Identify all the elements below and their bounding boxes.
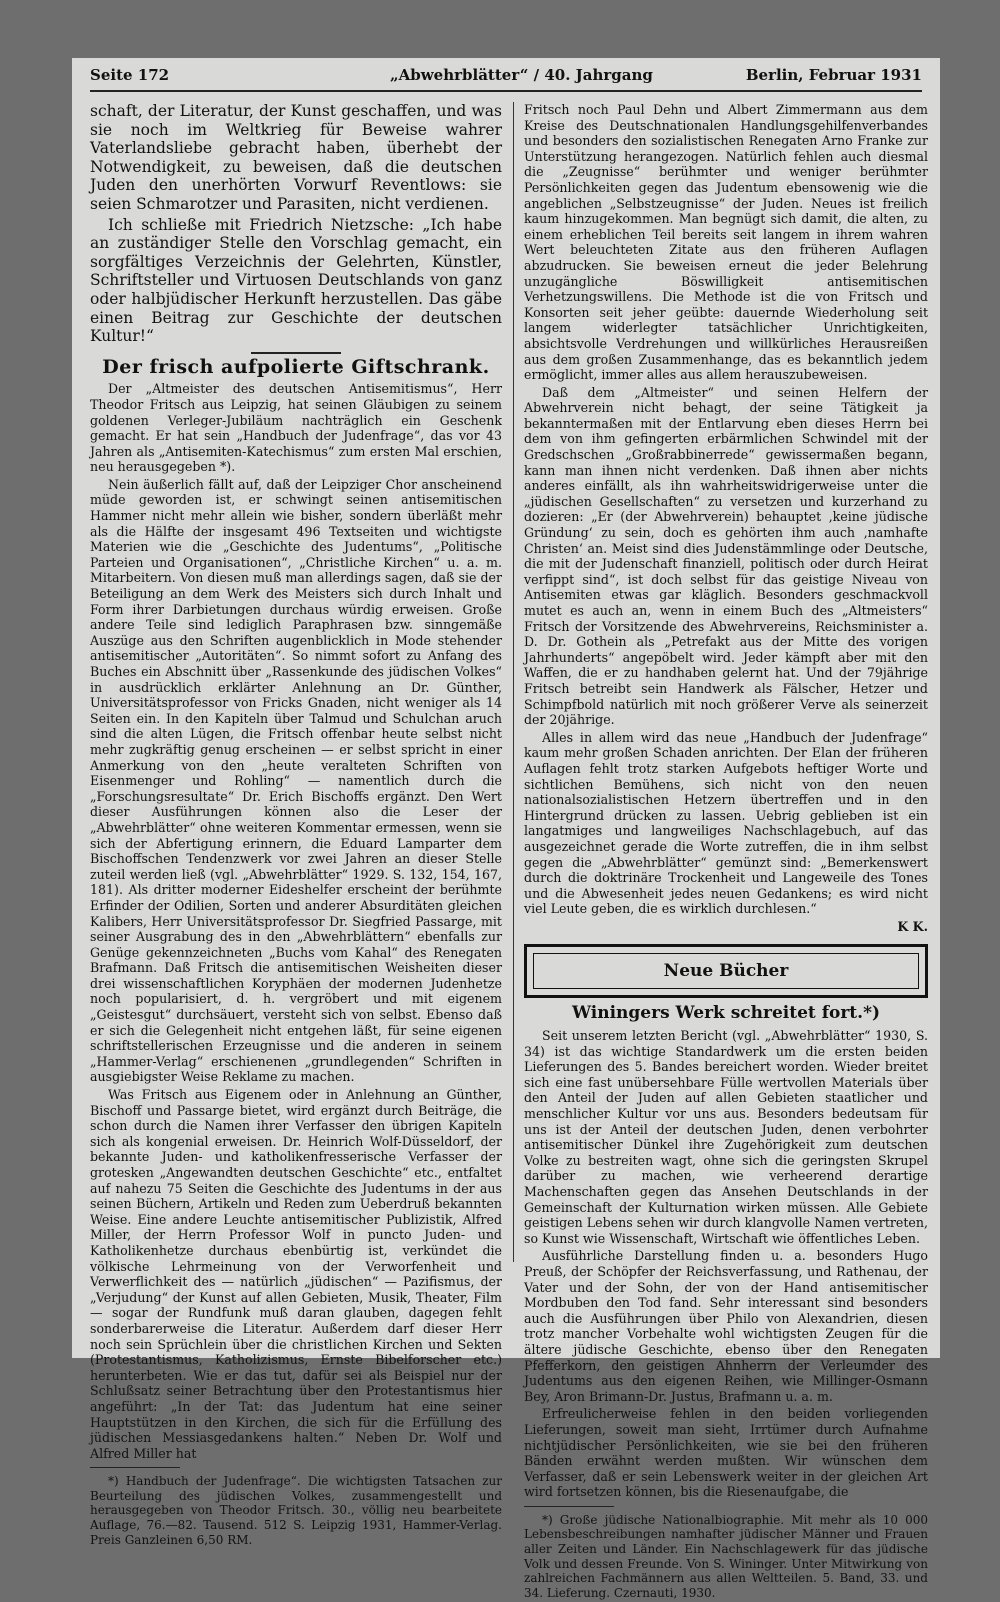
publication-title: „Abwehrblätter“ / 40. Jahrgang (390, 66, 653, 84)
section-box-title: Neue Bücher (533, 953, 919, 989)
intro-paragraph-2: Ich schließe mit Friedrich Nietzsche: „Ich habe an zuständiger Stelle den Vorschlag gemacht, ein sorgfältiges Verzeichnis der Gelehrten, Künstler, Schriftsteller und Virtuosen Deutschlands von ganz oder halbjüdischer Herkunft herzustellen. Das gäbe einen Beitrag zur Geschichte der deutschen Kultur!“ (90, 215, 502, 346)
review-paragraph-3: Erfreulicherweise fehlen in den beiden vorliegenden Lieferungen, soweit man sieht, Irrtümer durch Aufnahme nichtjüdischer Persönlichkeiten, wie sie bei den früheren Bänden erwähnt werden mußten. Wir wünschen dem Verfasser, daß er sein Lebenswerk weiter in der gleichen Art wird fortsetzen können, bis die Riesenaufgabe, die (524, 1406, 928, 1500)
newspaper-page (72, 58, 940, 1600)
left-column (90, 102, 502, 1549)
section-rule (251, 352, 341, 354)
header-rule (90, 90, 922, 92)
footnote-left: *) Handbuch der Judenfrage“. Die wichtigsten Tatsachen zur Beurteilung des jüdischen Volkes, zusammengestellt und herausgegeben von Theodor Fritsch. 30., völlig neu bearbeitete Auflage, 76.—82. Tausend. 512 S. Leipzig 1931, Hammer-Verlag. Preis Ganzleinen 6,50 RM. (90, 1474, 502, 1547)
article-paragraph-4: Fritsch noch Paul Dehn und Albert Zimmermann aus dem Kreise des Deutschnationalen Handlungsgehilfenverbandes und besonders den sozialistischen Renegaten Arno Franke zur Unterstützung herangezogen. Natürlich fehlen auch diesmal die „Zeugnisse“ berühmter und weniger berühmter Persönlichkeiten gegen das Judentum ebensowenig wie die angeblichen „Selbstzeugnisse“ der Juden. Neues ist freilich kaum hinzugekommen. Man begnügt sich damit, die alten, zu einem erheblichen Teil bereits seit langem in ihrem wahren Wert beleuchteten Zitate aus den früheren Auflagen abzudrucken. Sie beweisen erneut die jeder Belehrung unzugängliche Böswilligkeit antisemitischen Verhetzungswillens. Die Methode ist die von Fritsch und Konsorten seit jeher geübte: dauernde Wiederholung seit langem widerlegter tatsächlicher Unrichtigkeiten, absichtsvolle Verdrehungen und willkürliches Herausreißen aus dem großen Zusammenhange, das es bekanntlich jedem ermöglicht, immer alles aus allem herauszubeweisen. (524, 102, 928, 383)
author-signature: K K. (897, 918, 928, 934)
article-paragraph-5: Daß dem „Altmeister“ und seinen Helfern der Abwehrverein nicht behagt, der seine Tätigkeit ja bekanntermaßen mit der Entlarvung eben dieses Herrn bei dem von ihm gefingerten erbärmlichen Schwindel mit der Gredschschen „Großrabbinerrede“ gewissermaßen begann, kann man ihnen nicht verdenken. Daß ihnen aber nichts anderes einfällt, als ihn wahrheitswidrigerweise unter die „jüdischen Gesellschaften“ zu versetzen und kurzerhand zu dozieren: „Er (der Abwehrverein) behauptet ‚keine jüdische Gründung‘ zu sein, doch es gehörten ihm auch ‚namhafte Christen‘ an. Meist sind dies Judenstämmlinge oder Deutsche, die mit der Judenschaft finanziell, politisch oder durch Heirat verfippt sind“, ist doch selbst für das geistige Niveau von Antisemiten etwas gar kläglich. Besonders geschmackvoll mutet es auch an, wenn in einem Buch des „Altmeisters“ Fritsch der Vorsitzende des Abwehrvereins, Reichsminister a. D. Dr. Gothein als „Petrefakt aus der Mitte des vorigen Jahrhunderts“ angepöbelt wird. Jeder kämpft aber mit den Waffen, die er zu handhaben gelernt hat. Und der 79jährige Fritsch betreibt sein Handwerk als Fälscher, Hetzer und Schimpfbold natürlich mit noch größerer Verve als seinerzeit der 20jährige. (524, 384, 928, 728)
section-box (524, 944, 928, 998)
column-divider (513, 102, 514, 1262)
review-heading: Winingers Werk schreitet fort.*) (571, 1003, 881, 1024)
footnote-right: *) Große jüdische Nationalbiographie. Mit mehr als 10 000 Lebensbeschreibungen namhafter jüdischer Männer und Frauen aller Zeiten und Länder. Ein Nachschlagewerk für das jüdische Volk und dessen Freunde. Von S. Wininger. Unter Mitwirkung von zahlreichen Fachmännern aus allen Weltteilen. 5. Band, 33. und 34. Lieferung. Czernauti, 1930. (524, 1512, 928, 1600)
article-heading: Der frisch aufpolierte Giftschrank. (102, 355, 490, 378)
review-paragraph-1: Seit unserem letzten Bericht (vgl. „Abwehrblätter“ 1930, S. 34) ist das wichtige Standardwerk um die ersten beiden Lieferungen des 5. Bandes bereichert worden. Wieder breitet sich eine fast unübersehbare Fülle wertvollen Materials über den Anteil der Juden auf allen Gebieten staatlicher und menschlicher Kultur vor uns aus. Besonders bedeutsam für uns ist der Anteil der deutschen Juden, denen verbohrter antisemitischer Dünkel ihre Zugehörigkeit zum deutschen Volke zu bestreiten wagt, ohne sich die geringsten Skrupel darüber zu machen, wie verheerend derartige Machenschaften gegen das Ansehen Deutschlands in der Gemeinschaft der Kulturnation wirken müssen. Alle Gebiete geistigen Lebens sehen wir durch klangvolle Namen vertreten, so Kunst wie Wissenschaft, Wirtschaft wie öffentliches Leben. (524, 1028, 928, 1246)
intro-paragraph-1: schaft, der Literatur, der Kunst geschaffen, und was sie noch im Weltkrieg für Beweise wahrer Vaterlandsliebe gebracht haben, überhebt der Notwendigkeit, zu beweisen, daß die deutschen Juden den unerhörten Vorwurf Reventlows: sie seien Schmarotzer und Parasiten, nicht verdienen. (90, 102, 502, 213)
right-column (524, 102, 928, 1602)
page-number: Seite 172 (90, 66, 170, 84)
review-paragraph-2: Ausführliche Darstellung finden u. a. besonders Hugo Preuß, der Schöpfer der Reichsverfassung, und Rathenau, der Vater und der Sohn, der von der Hand antisemitischer Mordbuben den Tod fand. Sehr interessant sind besonders auch die Ausführungen über Philo von Alexandrien, diesen trotz mancher Vorbehalte wohl wichtigsten Zeugen für die ältere jüdische Geschichte, ebenso über den Renegaten Pfefferkorn, den geistigen Ahnherrn der Verleumder des Judentums aus den eigenen Reihen, wie Millinger-Osmann Bey, Aron Brimann-Dr. Justus, Brafmann u. a. m. (524, 1248, 928, 1404)
article-paragraph-3: Was Fritsch aus Eigenem oder in Anlehnung an Günther, Bischoff und Passarge bietet, wird ergänzt durch Beiträge, die schon durch die Namen ihrer Verfasser den übrigen Kapiteln sich als kongenial erweisen. Dr. Heinrich Wolf-Düsseldorf, der bekannte Juden- und katholikenfresserische Verfasser der grotesken „Angewandten deutschen Geschichte“ etc., entfaltet auf nahezu 75 Seiten die Geschichte des Judentums in der aus seinen Büchern, Artikeln und Reden zum Ueberdruß bekannten Weise. Eine andere Leuchte antisemitischer Publizistik, Alfred Miller, der Herrn Professor Wolf in puncto Juden- und Katholikenhetze durchaus ebenbürtig ist, verkündet die völkische Lehrmeinung von der Verworfenheit und Verwerflichkeit des — natürlich „jüdischen“ — Pazifismus, der „Verjudung“ der Kunst auf allen Gebieten, Musik, Theater, Film — sogar der Rundfunk muß daran glauben, dagegen fehlt sonderbarerweise die Literatur. Außerdem darf dieser Herr noch sein Sprüchlein über die christlichen Kirchen und Sekten (Protestantismus, Katholizismus, Ernste Bibelforscher etc.) herunterbeten. Wie er das tut, dafür sei als Beispiel nur der Schlußsatz seiner Betrachtung über den Protestantismus hier angeführt: „In der Tat: das Judentum hat eine seiner Hauptstützen in den Kirchen, die sich für die Erfüllung des jüdischen Messiasgedankens halten.“ Neben Dr. Wolf und Alfred Miller hat (90, 1087, 502, 1461)
date-line: Berlin, Februar 1931 (745, 66, 922, 84)
page-header (90, 66, 922, 88)
article-paragraph-2: Nein äußerlich fällt auf, daß der Leipziger Chor anscheinend müde geworden ist, er schwingt seinen antisemitischen Hammer nicht mehr allein wie bisher, sondern überläßt mehr als die Hälfte der insgesamt 496 Textseiten und wichtigste Materien wie die „Geschichte des Judentums“, „Politische Parteien und Organisationen“, „Christliche Kirchen“ u. a. m. Mitarbeitern. Von diesen muß man allerdings sagen, daß sie der Beteiligung an dem Werk des Meisters sich durch Inhalt und Form ihrer Darbietungen durchaus würdig erweisen. Große andere Teile sind lediglich Paraphrasen bzw. sinngemäße Auszüge aus den Schriften augenblicklich in Mode stehender antisemitischer „Autoritäten“. So nimmt sofort zu Anfang des Buches ein Abschnitt über „Rassenkunde des jüdischen Volkes“ in ausdrücklich erklärter Anlehnung an Dr. Günther, Universitätsprofessor von Fricks Gnaden, nicht weniger als 14 Seiten ein. In den Kapiteln über Talmud und Schulchan aruch sind die alten Lügen, die Fritsch offenbar heute selbst nicht mehr zugkräftig genug erscheinen — er selbst spricht in einer Anmerkung von den „heute veralteten Schriften von Eisenmenger und Rohling“ — namentlich durch die „Forschungsresultate“ Dr. Erich Bischoffs ergänzt. Den Wert dieser Ausführungen können also die Leser der „Abwehrblätter“ ohne weiteren Kommentar ermessen, wenn sie sich der Abfertigung erinnern, die Eduard Lamparter dem Bischoffschen Tendenzwerk vor zwei Jahren an dieser Stelle zuteil werden ließ (vgl. „Abwehrblätter“ 1929. S. 132, 154, 167, 181). Als dritter moderner Eideshelfer erscheint der berühmte Erfinder der Odilien, Sorten und anderer Absurditäten gleichen Kalibers, Herr Universitätsprofessor Dr. Siegfried Passarge, mit seiner Ausgrabung des in den „Abwehrblättern“ ebenfalls zur Genüge gekennzeichneten „Buchs vom Kahal“ des Renegaten Brafmann. Daß Fritsch die antisemitischen Weisheiten dieser drei wissenschaftlichen Koryphäen der modernen Judenhetze noch popularisiert, d. h. vergröbert und mit eigenem „Geistesgut“ durchsäuert, versteht sich von selbst. Ebenso daß er sich die Gelegenheit nicht entgehen läßt, für seine eigenen schriftstellerischen Erzeugnisse und die anderen in seinem „Hammer-Verlag“ erschienenen „grundlegenden“ Schriften in ausgiebigster Weise Reklame zu machen. (90, 476, 502, 1085)
article-paragraph-1: Der „Altmeister des deutschen Antisemitismus“, Herr Theodor Fritsch aus Leipzig, hat seinen Gläubigen zu seinem goldenen Verleger-Jubiläum nachträglich ein Geschenk gemacht. Er hat sein „Handbuch der Judenfrage“, das vor 43 Jahren als „Antisemiten-Katechismus“ zum ersten Mal erschien, neu herausgegeben *). (90, 381, 502, 475)
article-paragraph-6: Alles in allem wird das neue „Handbuch der Judenfrage“ kaum mehr großen Schaden anrichten. Der Elan der früheren Auflagen fehlt trotz starken Aufgebots heftiger Worte und sichtlichen Bemühens, sich nicht von den neuen nationalsozialistischen Hetzern übertreffen und in den Hintergrund drücken zu lassen. Uebrig geblieben ist ein langatmiges und langweiliges Nachschlagebuch, auf das ausgezeichnet gerade die Worte zutreffen, die in ihm selbst gegen die „Abwehrblätter“ gemünzt sind: „Bemerkenswert durch die doktrinäre Trockenheit und Langeweile des Tones und die Abwesenheit jedes neuen Gedankens; es wird nicht viel Leute geben, die es wirklich durchlesen.“ (524, 729, 928, 917)
footnote-rule-right (524, 1506, 614, 1507)
footnote-rule (90, 1467, 180, 1468)
